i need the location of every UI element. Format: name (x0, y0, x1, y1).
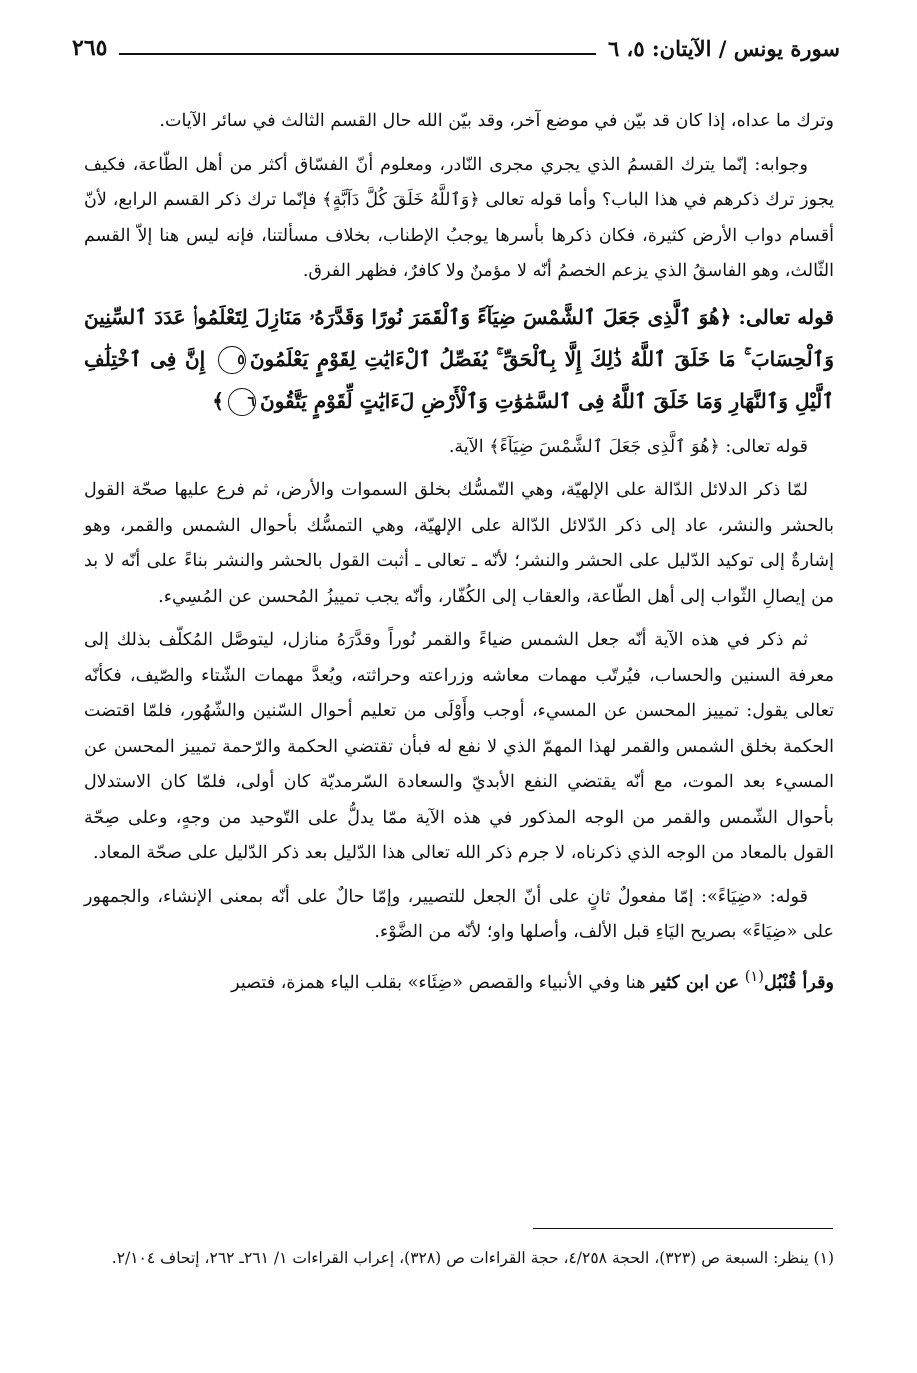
header-rule (119, 53, 596, 55)
footnotes (84, 1243, 834, 1274)
paragraph-proofs: لمّا ذكر الدلائل الدّالة على الإلهيّة، وهي التّمسُّك بخلق السموات والأرض، ثم فرع عليها صحّة القول بالحشر والنشر، عاد إلى ذكر الدّلائل الدّالة على الإلهيّة، وهي التمسُّك بأحوال الشمس والقمر، وهو إشارةٌ إلى توكيد الدّليل على الحشر والنشر؛ لأنّه ـ تعالى ـ أثبت القول بالحشر والنشر بناءً على أنّه لا بد من إيصالِ الثّواب إلى أهل الطّاعة، والعقاب إلى الكُفّار، وأنّه يجب تمييزُ المُحسن عن المُسِيء. (84, 480, 834, 607)
footnote-ref: (١) (744, 967, 765, 985)
ibn-kathir-name: عن ابن كثير (651, 971, 740, 993)
verse-closing-bracket: ﴾ (212, 388, 225, 413)
footnote-1: (١) ينظر: السبعة ص (٣٢٣)، الحجة ٤/٢٥٨، حجة القراءات ص (٣٢٨)، إعراب القراءات ١/ ٢٦١ـ ٢٦٢، إتحاف ٢/١٠٤. (111, 1249, 834, 1267)
qunbul-text: هنا وفي الأنبياء والقصص «ضِئَاء» بقلب الياء همزة، فتصير (231, 972, 646, 993)
verse-number-marker: ٥ (218, 346, 246, 374)
quran-verse-block (84, 296, 834, 422)
verse-6-text: إِنَّ فِى ٱخْتِلَٰفِ ٱلَّيْلِ وَٱلنَّهَارِ وَمَا خَلَقَ ٱللَّهُ فِى ٱلسَّمَٰوَٰتِ وَٱلْأَرْضِ لَءَايَٰتٍ لِّقَوْمٍ يَتَّقُونَ (84, 346, 834, 413)
verse-5-text: قوله تعالى: ﴿هُوَ ٱلَّذِى جَعَلَ ٱلشَّمْسَ ضِيَآءً وَٱلْقَمَرَ نُورًا وَقَدَّرَهُۥ مَنَازِلَ لِتَعْلَمُوا۟ عَدَدَ ٱلسِّنِينَ وَٱلْحِسَابَ ۚ مَا خَلَقَ ٱللَّهُ ذَٰلِكَ إِلَّا بِٱلْحَقِّ ۚ يُفَصِّلُ ٱلْءَايَٰتِ لِقَوْمٍ يَعْلَمُونَ (84, 304, 834, 371)
paragraph-diya-grammar: قوله: «ضِيَاءً»: إمّا مفعولٌ ثانٍ على أنّ الجعل للتصيير، وإمّا حالٌ على أنّه بمعنى الإنشاء، والجمهور على «ضِيَاءً» بصريح اليَاءِ قبل الألف، وأصلها واو؛ لأنّه من الضَّوْء. (84, 886, 834, 942)
qunbul-name: وقرأ قُنْبُل (764, 971, 834, 993)
running-title: سورة يونس / الآيتان: ٥، ٦ (607, 35, 840, 61)
page-number: ٢٦٥ (72, 35, 108, 61)
paragraph-sun-moon: ثم ذكر في هذه الآية أنّه جعل الشمس ضياءً والقمر نُوراً وقدَّرَهُ منازل، ليتوصَّل المُكلّف بذلك إلى معرفة السنين والحساب، فيُرتّب مهمات معاشه وزراعته وحراثته، ويُعدَّ مهمات الشّتاء والصّيف، فكأنّه تعالى يقول: تمييز المحسن عن المسيء، أوجب وأَوْلَى من تعليم أحوال السّنين والشّهُور، فلمّا اقتضت الحكمة بخلق الشمس والقمر لهذا المهمّ الذي لا نفع له فبأن تقتضي الحكمة والرّحمة تمييز المحسن عن المسيء بعد الموت، مع أنّه يقتضي النفع الأبديّ والسعادة السّرمديّة كان أولى، فلمّا كان الاستدلال بأحوال الشّمس والقمر من الوجه المذكور في هذه الآية ممّا يدلُّ على التّوحيد من وجهٍ، وعلى صِحّة القول بالمعاد من الوجه الذي ذكرناه، لا جرم ذكر الله تعالى هذا الدّليل بعد ذكر الدّليل على صحّة المعاد. (84, 630, 834, 863)
verse-number-marker: ٦ (228, 388, 256, 416)
paragraph-continuation: وترك ما عداه، إذا كان قد بيّن في موضع آخر، وقد بيّن الله حال القسم الثالث في سائر الآيات. (159, 111, 834, 131)
main-text (84, 104, 834, 1001)
verse-citation: قوله تعالى: ﴿هُوَ ٱلَّذِى جَعَلَ ٱلشَّمْسَ ضِيَآءً﴾ الآية. (448, 436, 808, 457)
paragraph-qunbul-reading (84, 959, 834, 1001)
running-header (72, 30, 840, 66)
paragraph-answer: وجوابه: إنّما يترك القسمُ الذي يجري مجرى النّادر، ومعلوم أنّ الفسّاق أكثر من أهل الطّاعة، فكيف يجوز ترك ذكرهم في هذا الباب؟ وأما قوله تعالى ﴿وَٱللَّهُ خَلَقَ كُلَّ دَآبَّةٍ﴾ فإنّما ترك ذكر القسم الرابع، لأنّ أقسام دواب الأرض كثيرة، فكان ذكرها بأسرها يوجبُ الإطناب، بخلاف مسألتنا، فإنه ليس هنا إلاّ القسم الثّالث، وهو الفاسقُ الذي يزعم الخصمُ أنّه لا مؤمنٌ ولا كافرٌ، فظهر الفرق. (84, 154, 834, 281)
footnote-rule (533, 1228, 833, 1229)
